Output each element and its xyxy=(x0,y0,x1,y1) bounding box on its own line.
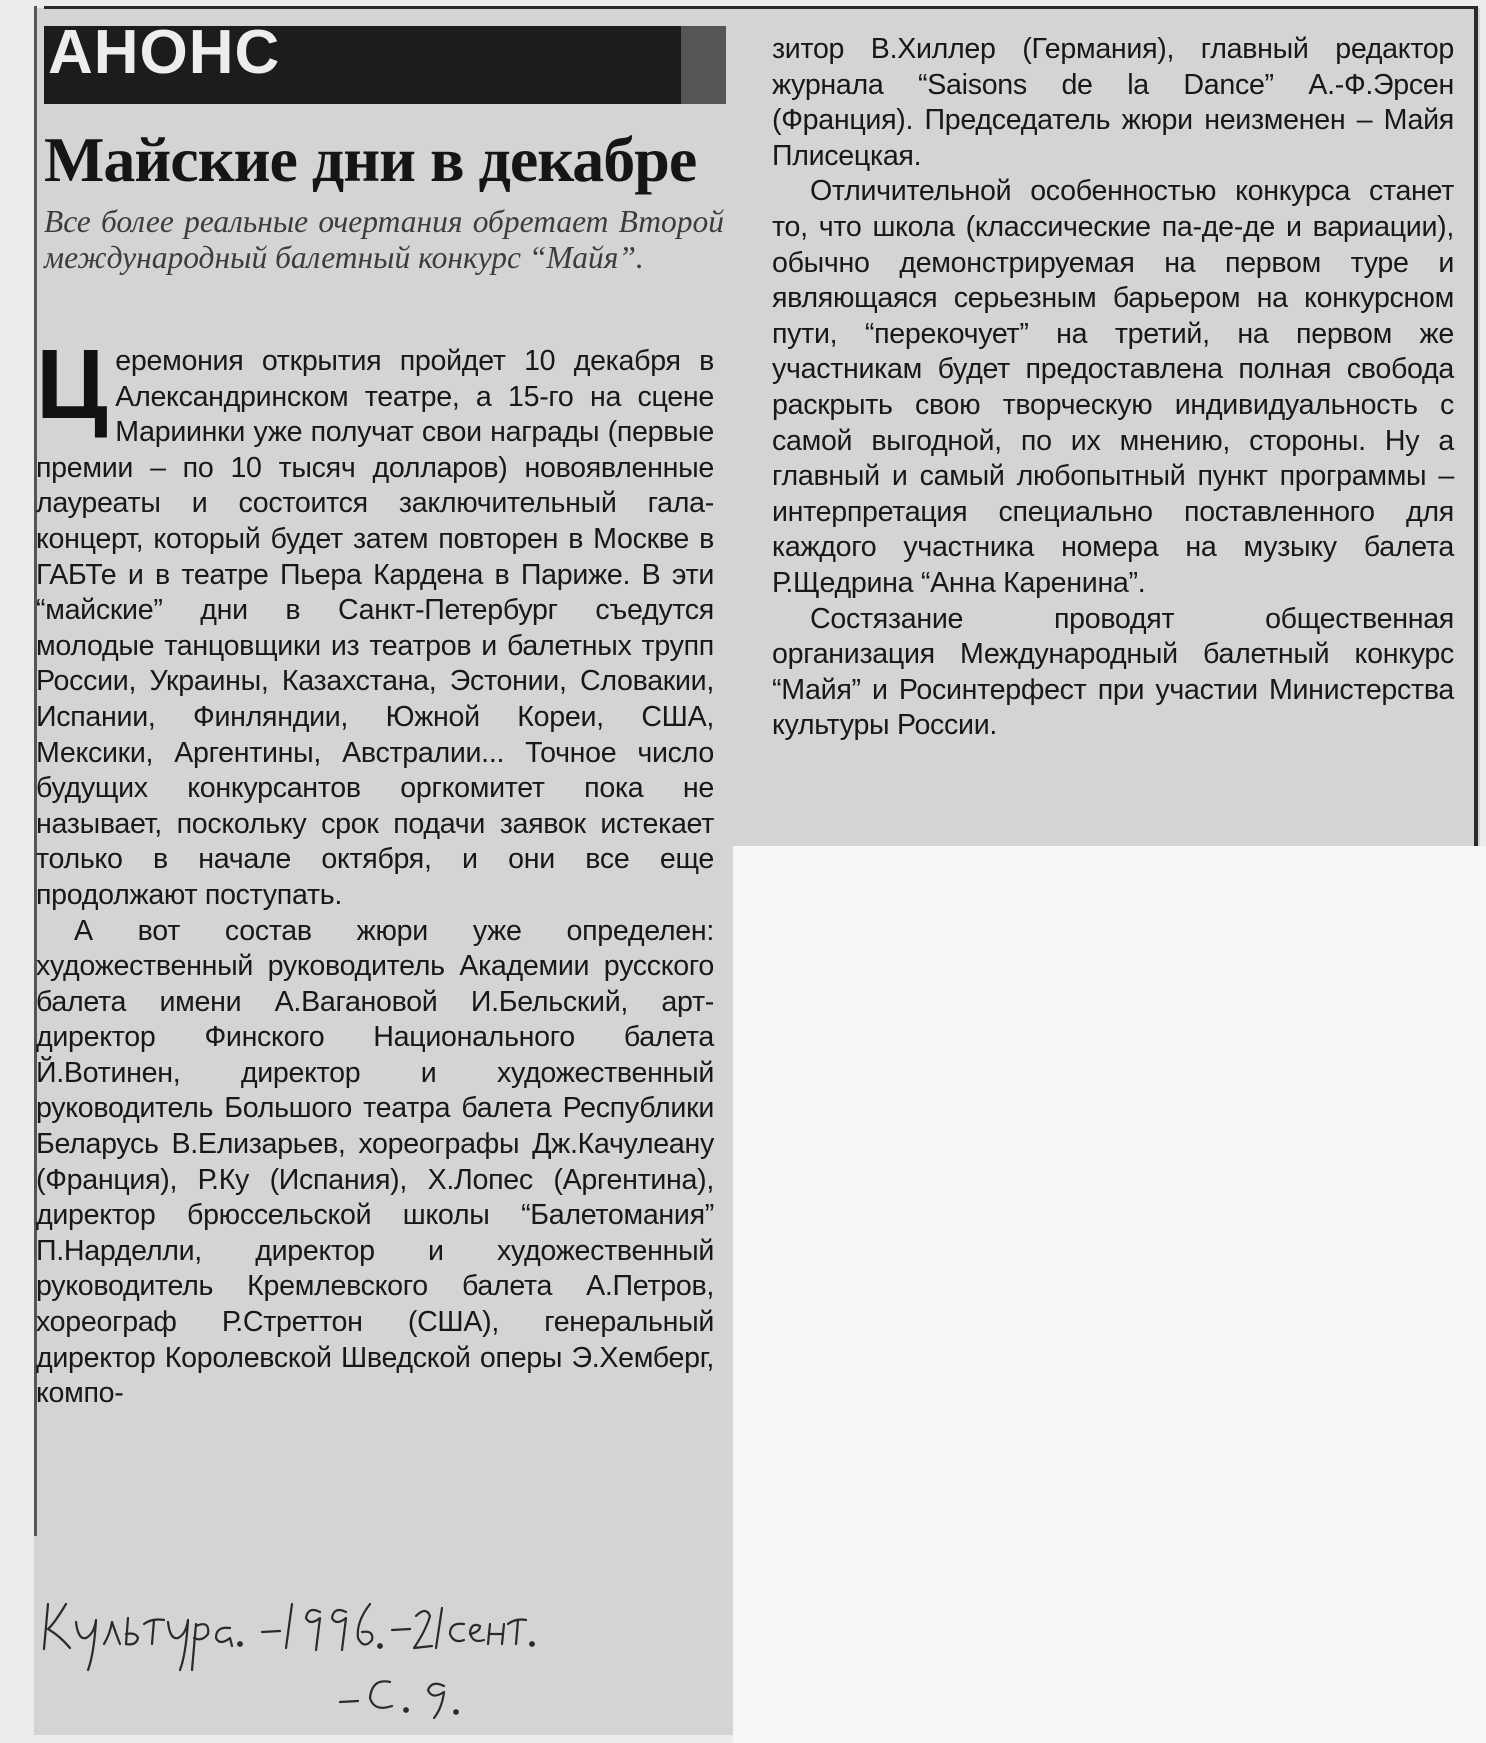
article-column-2 xyxy=(772,32,1454,744)
paragraph-text: еремония открытия пройдет 10 декабря в Александринском театре, а 15-го на сцене Мариинки уже получат свои награды (первые премии – по 10 тысяч долларов) новоявленные лауреаты и состоится заключительный гала-концерт, который будет затем повторен в Москве в ГАБТе и в театре Пьера Кардена в Париже. В эти “майские” дни в Санкт-Петербург съедутся молодые танцовщики из театров и балетных трупп России, Украины, Казахстана, Эстонии, Словакии, Испании, Финляндии, Южной Кореи, США, Мексики, Аргентины, Австралии... Точное число будущих конкурсантов оргкомитет пока не называет, поскольку срок подачи заявок истекает только в начале октября, и они все еще продолжают поступать. xyxy=(36,345,714,911)
paragraph xyxy=(36,329,714,914)
paragraph: Отличительной особенностью конкурса станет то, что школа (классические па-де-де и вариации), обычно демонстрируемая на первом туре и являющаяся серьезным барьером на конкурсном пути, “перекочует” на третий, на первом же участникам будет предоставлена полная свобода раскрыть свою творческую индивидуальность с самой выгодной, по их мнению, стороны. Ну а главный и самый любопытный пункт программы – интерпретация специально поставленного для каждого участника номера на музыку балета Р.Щедрина “Анна Каренина”. xyxy=(772,175,1454,599)
article-lead: Все более реальные очертания обретает Второй международный балетный конкурс “Майя”. xyxy=(44,204,724,275)
rubric-bar-shade xyxy=(681,26,726,104)
handwritten-source-note xyxy=(40,1574,680,1734)
article-headline: Майские дни в декабре xyxy=(44,124,697,195)
top-rule xyxy=(44,6,1476,9)
paragraph: зитор В.Хиллер (Германия), главный редактор журнала “Saisons de la Dance” А.-Ф.Эрсен (Франция). Председатель жюри неизменен – Майя Плисецкая. xyxy=(772,33,1454,172)
blank-area xyxy=(733,846,1486,1743)
paragraph: Состязание проводят общественная организация Международный балетный конкурс “Майя” и Росинтерфест при участии Министерства культуры России. xyxy=(772,602,1454,742)
paragraph: А вот состав жюри уже определен: художественный руководитель Академии русского балета имени А.Вагановой И.Бельский, арт-директор Финского Национального балета Й.Вотинен, директор и художественный руководитель Большого театра балета Республики Беларусь В.Елизарьев, хореографы Дж.Качулеану (Франция), Р.Ку (Испания), Х.Лопес (Аргентина), директор брюссельской школы “Балетомания” П.Нарделли, директор и художественный руководитель Кремлевского балета А.Петров, хореограф Р.Стреттон (США), генеральный директор Королевской Шведской оперы Э.Хемберг, компо- xyxy=(36,914,714,1410)
article-column-1 xyxy=(36,329,714,1412)
drop-cap: Ц xyxy=(36,329,108,439)
rubric-label: АНОНС xyxy=(48,18,281,87)
right-rule xyxy=(1474,6,1478,846)
